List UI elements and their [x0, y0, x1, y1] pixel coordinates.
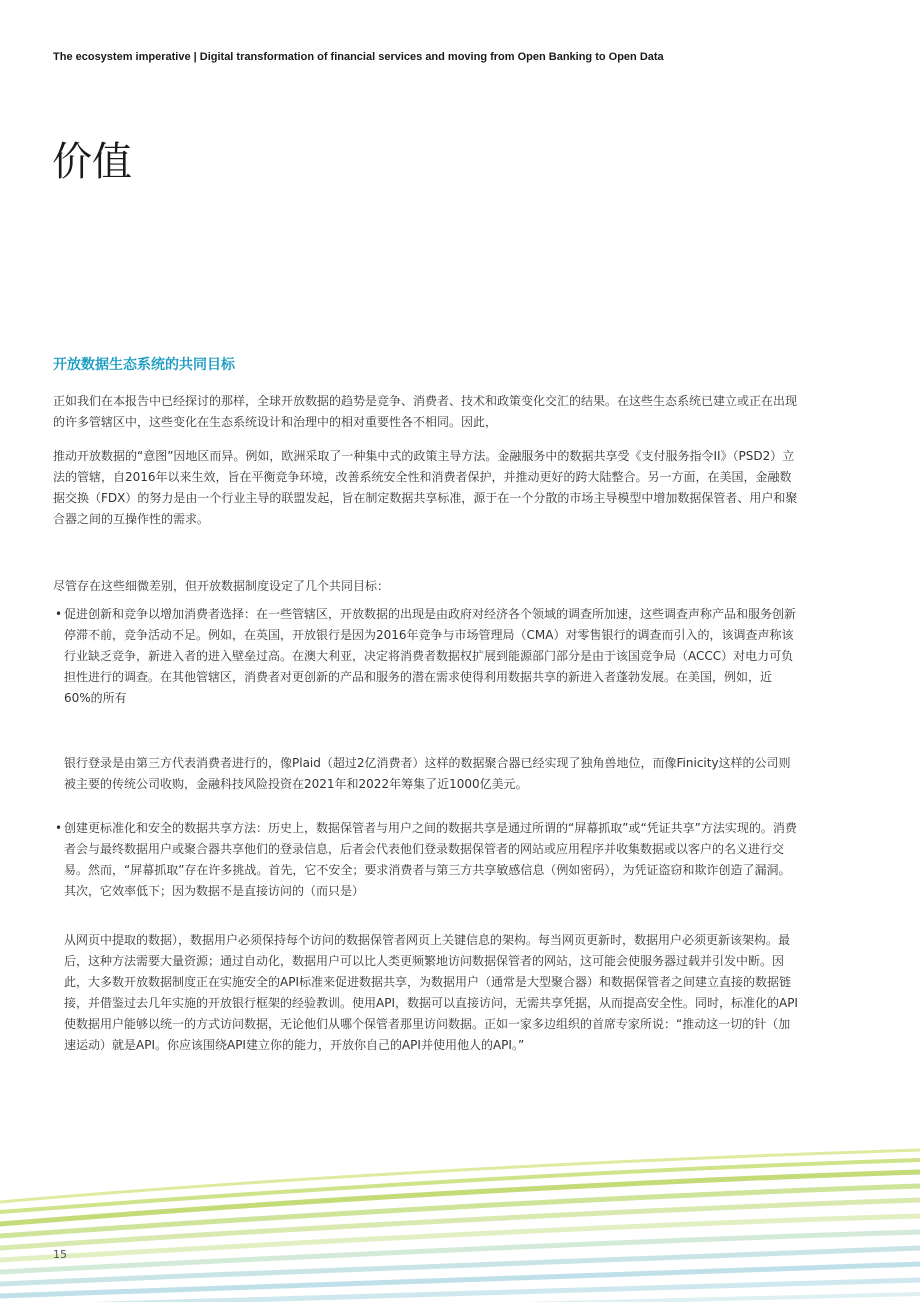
bullet-item-standardization: [53, 818, 798, 902]
section-heading: 开放数据生态系统的共同目标: [53, 357, 235, 373]
paragraph-intent: 推动开放数据的“意图”因地区而异。例如，欧洲采取了一种集中式的政策主导方法。金融服务中的数据共享受《支付服务指令II》（PSD2）立法的管辖，自2016年以来生效，旨在平衡竞争环境，改善系统安全性和消费者保护，并推动更好的跨大陆整合。另一方面，在美国，金融数据交换（FDX）的努力是由一个行业主导的联盟发起，旨在制定数据共享标准，源于在一个分散的市场主导模型中增加数据保管者、用户和聚合器之间的互操作性的需求。: [53, 449, 798, 526]
bullet-continuation-standardization: 从网页中提取的数据），数据用户必须保持每个访问的数据保管者网页上关键信息的架构。每当网页更新时，数据用户必须更新该架构。最后，这种方法需要大量资源；通过自动化，数据用户可以比人类更频繁地访问数据保管者的网站，这可能会使服务器过载并引发中断。因此，大多数开放数据制度正在实施安全的API标准来促进数据共享，为数据用户（通常是大型聚合器）和数据保管者之间建立直接的数据链接，并借鉴过去几年实施的开放银行框架的经验教训。使用API，数据可以直接访问，无需共享凭据，从而提高安全性。同时，标准化的API使数据用户能够以统一的方式访问数据，无论他们从哪个保管者那里访问数据。正如一家多边组织的首席专家所说：“推动这一切的针（加速运动）就是API。你应该围绕API建立你的能力，开放你自己的API并使用他人的API。”: [64, 933, 798, 1052]
bullet-continuation-innovation: 银行登录是由第三方代表消费者进行的，像Plaid（超过2亿消费者）这样的数据聚合器已经实现了独角兽地位，而像Finicity这样的公司则被主要的传统公司收购，金融科技风险投资在2021年和2022年筹集了近1000亿美元。: [64, 756, 791, 791]
bullet-marker: •: [55, 607, 63, 621]
bullet-text: 创建更标准化和安全的数据共享方法：历史上，数据保管者与用户之间的数据共享是通过所谓的“屏幕抓取”或“凭证共享”方法实现的。消费者会与最终数据用户或聚合器共享他们的登录信息，后者会代表他们登录数据保管者的网站或应用程序并收集数据或以客户的名义进行交易。然而，“屏幕抓取”存在许多挑战。首先，它不安全；要求消费者与第三方共享敏感信息（例如密码），为凭证盗窃和欺诈创造了漏洞。其次，它效率低下；因为数据不是直接访问的（而只是）: [64, 821, 797, 898]
bullet-text: 促进创新和竞争以增加消费者选择：在一些管辖区，开放数据的出现是由政府对经济各个领域的调查所加速，这些调查声称产品和服务创新停滞不前，竞争活动不足。例如，在英国，开放银行是因为2016年竞争与市场管理局（CMA）对零售银行的调查而引入的，该调查声称该行业缺乏竞争，新进入者的进入壁垒过高。在澳大利亚，决定将消费者数据权扩展到能源部门部分是由于该国竞争局（ACCC）对电力可负担性进行的调查。在其他管辖区，消费者对更创新的产品和服务的潜在需求使得利用数据共享的新进入者蓬勃发展。在美国，例如，近60%的所有: [64, 607, 797, 705]
bullet-item-innovation: [53, 604, 798, 709]
paragraph-intro: 正如我们在本报告中已经探讨的那样，全球开放数据的趋势是竞争、消费者、技术和政策变化交汇的结果。在这些生态系统已建立或正在出现的许多管辖区中，这些变化在生态系统设计和治理中的相对重要性各不相同。因此，: [53, 394, 798, 429]
bullet-marker: •: [55, 821, 63, 835]
page-title: 价值: [52, 139, 132, 185]
running-header: The ecosystem imperative | Digital transformation of financial services and moving from Open Banking to Open Data: [53, 51, 664, 63]
decorative-wave-pattern: [0, 1140, 920, 1302]
paragraph-common-goals: 尽管存在这些细微差别，但开放数据制度设定了几个共同目标：: [53, 579, 390, 593]
page-number: 15: [53, 1248, 67, 1261]
